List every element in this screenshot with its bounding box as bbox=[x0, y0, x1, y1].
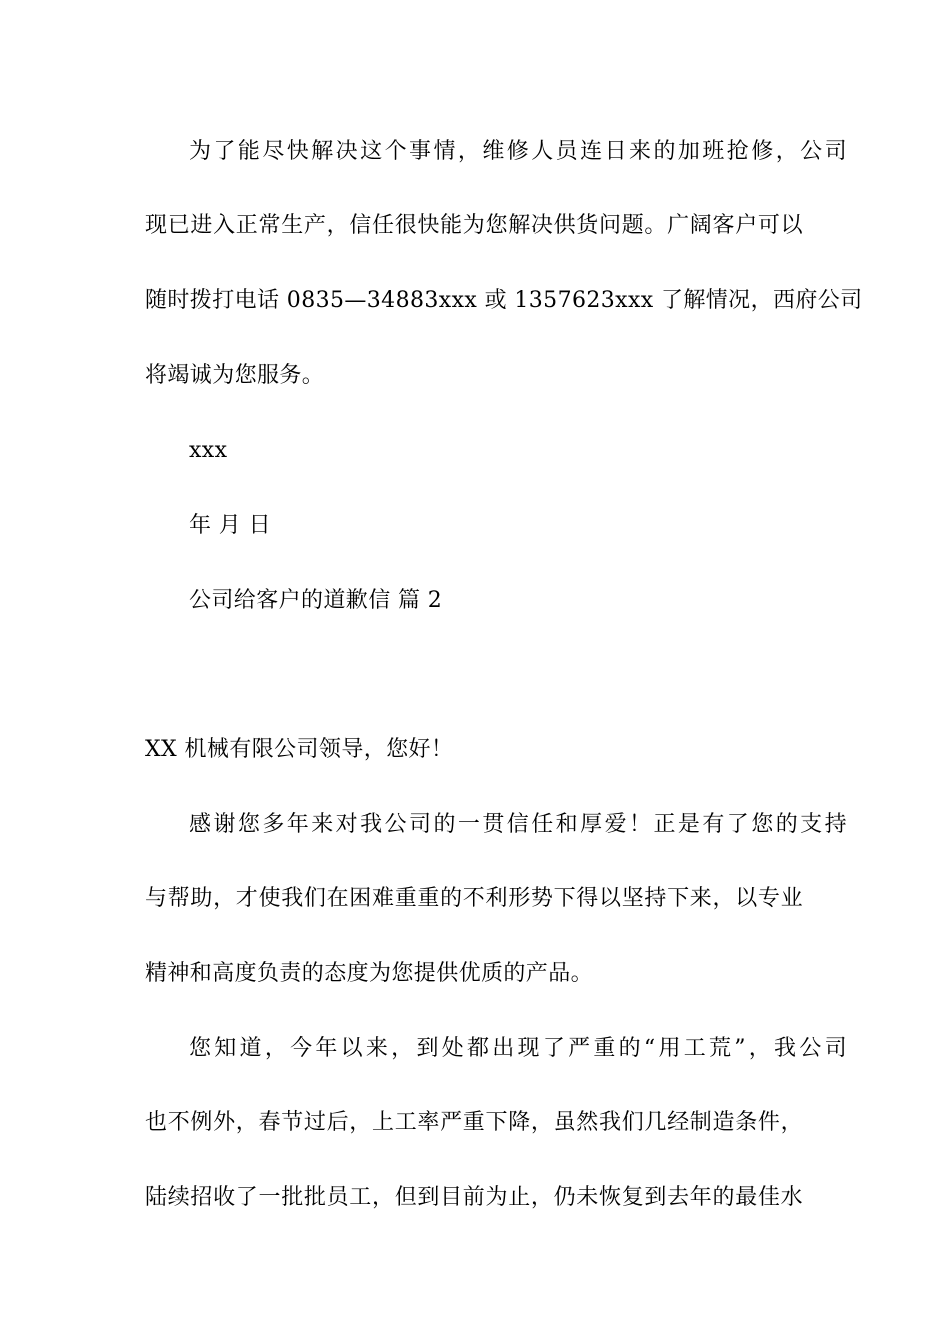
signature-date: 年 月 日 bbox=[189, 513, 271, 538]
signature-name: xxx bbox=[189, 438, 228, 463]
paragraph-line: 您知道，今年以来，到处都出现了严重的“用工荒”，我公司 bbox=[189, 1036, 847, 1061]
paragraph-line: 精神和高度负责的态度为您提供优质的产品。 bbox=[145, 961, 594, 986]
paragraph-line: 陆续招收了一批批员工，但到目前为止，仍未恢复到去年的最佳水 bbox=[145, 1185, 803, 1210]
paragraph-line: 感谢您多年来对我公司的一贯信任和厚爱！正是有了您的支持 bbox=[189, 812, 847, 837]
section-title: 公司给客户的道歉信 篇 2 bbox=[189, 588, 443, 613]
paragraph-line: 与帮助，才使我们在困难重重的不利形势下得以坚持下来，以专业 bbox=[145, 886, 803, 911]
salutation: XX 机械有限公司领导，您好！ bbox=[145, 737, 454, 762]
paragraph-line: 现已进入正常生产，信任很快能为您解决供货问题。广阔客户可以 bbox=[145, 213, 803, 238]
paragraph-line: 为了能尽快解决这个事情，维修人员连日来的加班抢修，公司 bbox=[189, 139, 847, 164]
paragraph-line: 也不例外，春节过后，上工率严重下降，虽然我们几经制造条件， bbox=[145, 1110, 803, 1135]
paragraph-line: 将竭诚为您服务。 bbox=[145, 363, 325, 388]
paragraph-line: 随时拨打电话 0835—34883xxx 或 1357623xxx 了解情况，西府公司 bbox=[145, 288, 863, 313]
